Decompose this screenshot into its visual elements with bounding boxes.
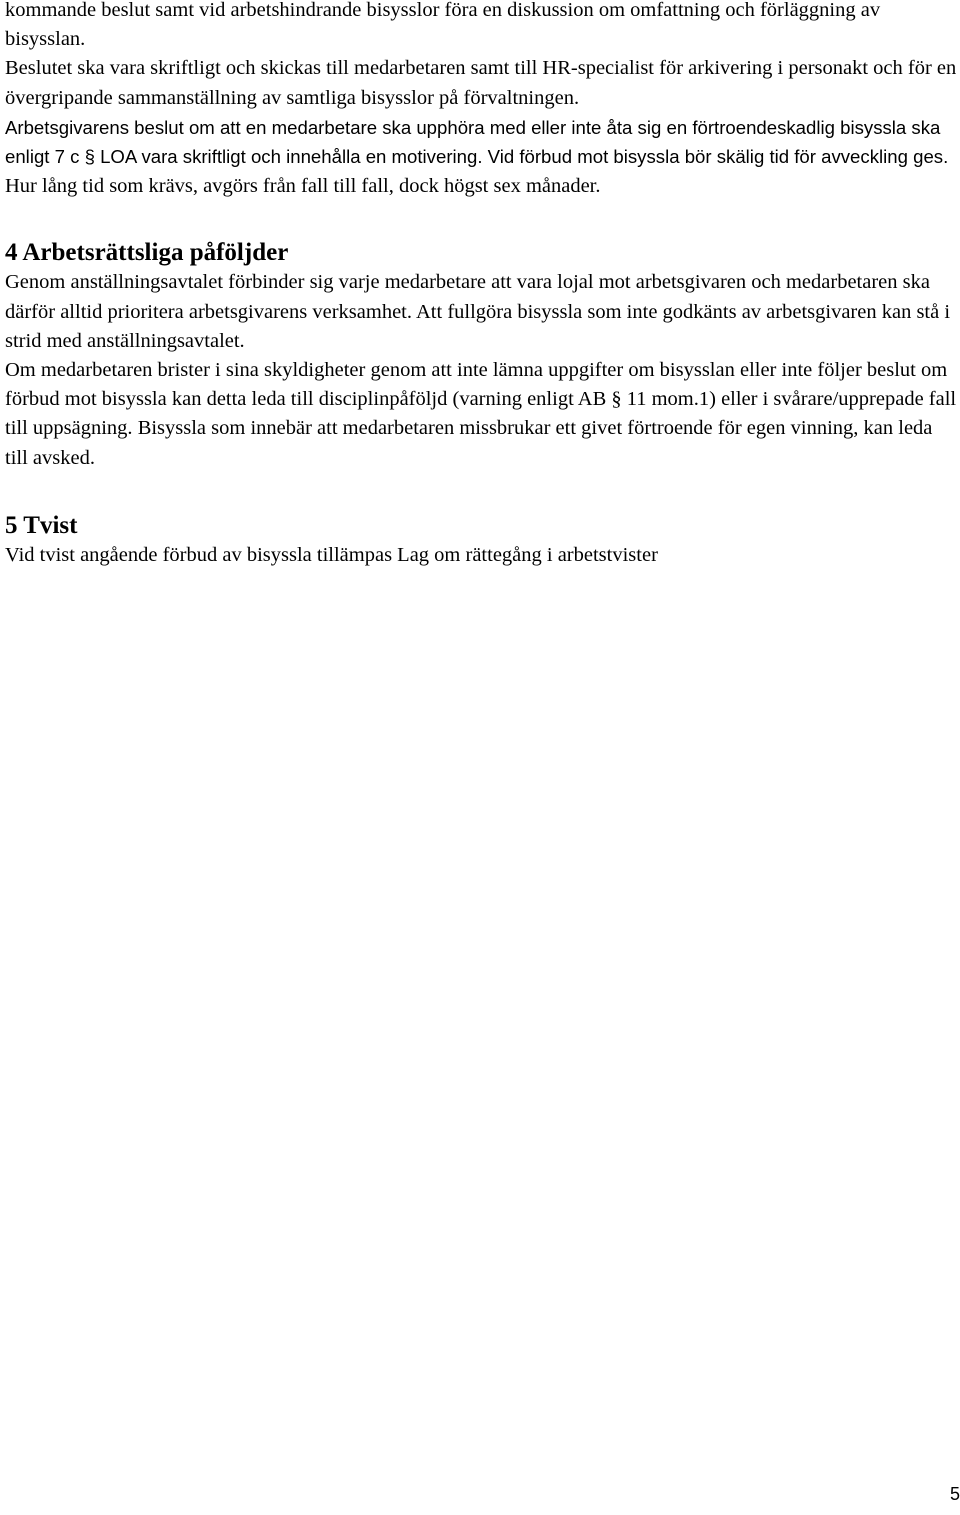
section-4-body [5, 268, 957, 472]
section-4-consequences: Om medarbetaren brister i sina skyldigheter genom att inte lämna uppgifter om bisysslan eller inte följer beslut om förbud mot bisyssla kan detta leda till disciplinpåföljd (varning enligt AB § 11 mom.1) eller i svårare/upprepade fall till uppsägning. [5, 359, 957, 440]
page-number: 5 [949, 1484, 960, 1504]
intro-employer-decision: Arbetsgivarens beslut om att en medarbetare ska upphöra med eller inte åta sig en förtroendeskadlig bisyssla ska enligt 7 c § LOA vara skriftligt och innehålla en motivering. Vid förbud mot bisyssla bör skälig tid för avveckling ges. [5, 116, 949, 168]
section-5-text: Vid tvist angående förbud av bisyssla tillämpas Lag om rättegång i arbetstvister [5, 543, 658, 566]
section-4-conflict: Att fullgöra bisyssla som inte godkänts av arbetsgivaren kan stå i strid med anställningsavtalet. [5, 300, 951, 352]
intro-section [5, 0, 957, 201]
section-4-heading: 4 Arbetsrättsliga påföljder [5, 239, 289, 267]
intro-decision: Beslutet ska vara skriftligt och skickas till medarbetaren samt till HR-specialist för arkivering i personakt och för en övergripande sammanställning av samtliga bisysslor på förvaltningen. [5, 57, 957, 109]
section-4-dismissal: Bisyssla som innebär att medarbetaren missbrukar ett givet förtroende för egen vinning, kan leda till avsked. [5, 417, 933, 469]
document-page [5, 0, 957, 570]
section-5-heading: 5 Tvist [5, 511, 78, 539]
intro-time-limit: Hur lång tid som krävs, avgörs från fall till fall, dock högst sex månader. [5, 175, 601, 198]
intro-continuation: kommande beslut samt vid arbetshindrande bisysslor föra en diskussion om omfattning och förläggning av bisysslan. [5, 0, 881, 51]
section-4-loyalty: Genom anställningsavtalet förbinder sig varje medarbetare att vara lojal mot arbetsgivaren och medarbetaren ska därför alltid prioritera arbetsgivarens verksamhet. [5, 271, 930, 323]
section-5-body [5, 541, 957, 570]
